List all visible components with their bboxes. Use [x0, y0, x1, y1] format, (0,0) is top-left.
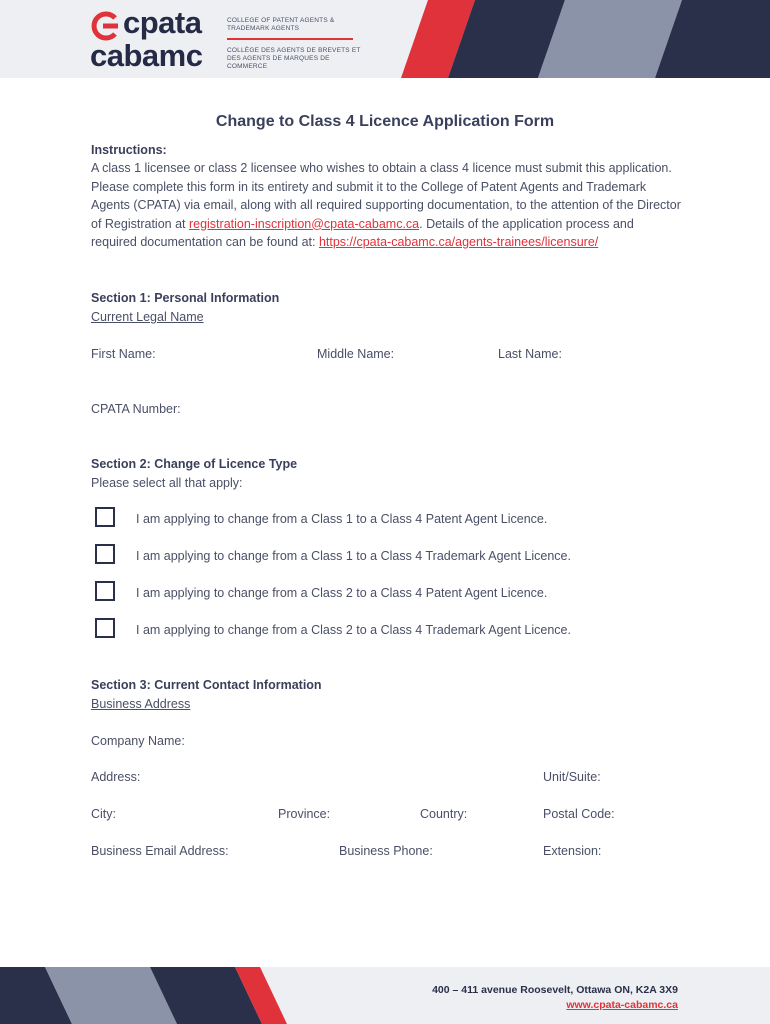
class1-trademark-checkbox[interactable]: [95, 544, 115, 564]
class2-trademark-checkbox[interactable]: [95, 618, 115, 638]
footer-website-link[interactable]: www.cpata-cabamc.ca: [566, 999, 678, 1011]
form-title: Change to Class 4 Licence Application Form: [215, 113, 555, 130]
logo-text-en: cpata: [123, 5, 202, 40]
licensure-url-link[interactable]: https://cpata-cabamc.ca/agents-trainees/licensure/: [318, 235, 599, 249]
section2-subheading: Please select all that apply:: [91, 476, 243, 490]
cpata-logo-mark-icon: [90, 11, 120, 41]
header-stripes-graphic: [390, 0, 770, 78]
unit-suite-label: Unit/Suite:: [543, 770, 601, 784]
page-footer: [0, 967, 770, 1024]
middle-name-label: Middle Name:: [317, 347, 395, 361]
registration-email-link[interactable]: registration-inscription@cpata-cabamc.ca: [188, 216, 420, 231]
province-label: Province:: [278, 807, 331, 821]
section1-subheading: Current Legal Name: [91, 310, 204, 324]
instructions-text-part-1: A class 1 licensee or class 2 licensee who wishes to obtain a class 4 licence must submit this application. Please complete this form in its entirety and submit it to the College of Patent Agents and Trademark Agents (CPATA) via email, along with all required supporting documentation, to the attention of the Director of Registration at: [91, 161, 681, 231]
address-label: Address:: [91, 770, 141, 784]
section3-subheading: Business Address: [91, 697, 191, 711]
class1-trademark-option-label: I am applying to change from a Class 1 to a Class 4 Trademark Agent Licence.: [136, 549, 571, 563]
org-name-fr: COLLÈGE DES AGENTS DE BREVETS ET DES AGENTS DE MARQUES DE COMMERCE: [227, 47, 361, 70]
section2-heading: Section 2: Change of Licence Type: [91, 457, 298, 471]
last-name-label: Last Name:: [498, 347, 562, 361]
class2-trademark-option-label: I am applying to change from a Class 2 to a Class 4 Trademark Agent Licence.: [136, 623, 571, 637]
page-header: [0, 0, 770, 78]
company-name-label: Company Name:: [91, 734, 185, 748]
postal-code-label: Postal Code:: [543, 807, 615, 821]
class1-patent-option-label: I am applying to change from a Class 1 to a Class 4 Patent Agent Licence.: [136, 512, 548, 526]
class2-patent-option-label: I am applying to change from a Class 2 to a Class 4 Patent Agent Licence.: [136, 586, 548, 600]
city-label: City:: [91, 807, 116, 821]
business-email-label: Business Email Address:: [91, 844, 229, 858]
logo-text-fr: cabamc: [90, 38, 203, 73]
instructions-label: Instructions:: [91, 143, 167, 157]
instructions-text: [91, 159, 681, 252]
section1-heading: Section 1: Personal Information: [91, 291, 280, 305]
section3-heading: Section 3: Current Contact Information: [91, 678, 322, 692]
country-label: Country:: [420, 807, 468, 821]
class1-patent-checkbox[interactable]: [95, 507, 115, 527]
cpata-number-label: CPATA Number:: [91, 402, 181, 416]
instructions-block: [91, 143, 681, 252]
org-name-en: COLLEGE OF PATENT AGENTS & TRADEMARK AGENTS: [227, 17, 335, 32]
class2-patent-checkbox[interactable]: [95, 581, 115, 601]
instructions-text-part-2: . Details of the application process and required documentation can be found at:: [91, 216, 634, 249]
org-divider: [227, 38, 353, 40]
footer-stripes-graphic: [0, 967, 380, 1024]
first-name-label: First Name:: [91, 347, 156, 361]
business-phone-label: Business Phone:: [339, 844, 433, 858]
extension-label: Extension:: [543, 844, 602, 858]
footer-address: 400 – 411 avenue Roosevelt, Ottawa ON, K2A 3X9: [432, 984, 678, 996]
